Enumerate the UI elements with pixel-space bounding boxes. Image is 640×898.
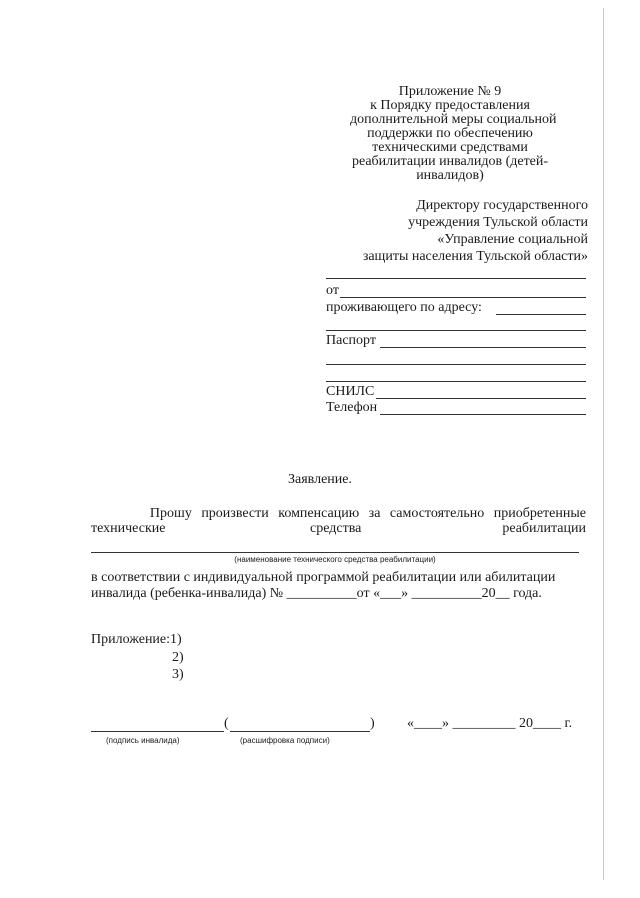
- attachment-item: 2): [172, 650, 184, 665]
- basis-line-2: инвалида (ребенка-инвалида) № __________от «___» __________20__ года.: [91, 586, 542, 601]
- appendix-line: дополнительной меры социальной: [350, 112, 557, 127]
- signature-date: «____» _________ 20____ г.: [407, 716, 573, 731]
- phone-field[interactable]: [326, 400, 586, 416]
- rehab-item-input-line[interactable]: [91, 552, 579, 553]
- appendix-line: техническими средствами: [372, 140, 528, 155]
- appendix-line: к Порядку предоставления: [370, 98, 530, 113]
- address-label: проживающего по адресу:: [326, 300, 482, 315]
- address-continuation-line[interactable]: [326, 330, 586, 331]
- appendix-line: инвалидов): [416, 168, 484, 183]
- signature-decoding-line[interactable]: [230, 731, 370, 732]
- appendix-line: реабилитации инвалидов (детей-: [351, 154, 549, 169]
- signature-caption: (подпись инвалида): [106, 736, 180, 745]
- open-paren-glyph: (: [224, 716, 229, 731]
- request-word-technical: технические: [91, 521, 166, 536]
- basis-line-1: в соответствии с индивидуальной программой реабилитации или абилитации: [91, 570, 556, 585]
- from-field[interactable]: [326, 283, 586, 299]
- from-label: от: [326, 283, 339, 298]
- rehab-item-caption: (наименование технического средства реабилитации): [234, 555, 436, 564]
- attachments-label: Приложение:1): [91, 632, 182, 647]
- address-field[interactable]: [326, 300, 586, 316]
- appendix-line: поддержки по обеспечению: [367, 126, 533, 141]
- passport-label: Паспорт: [326, 333, 376, 348]
- signature-line[interactable]: [91, 731, 224, 732]
- snils-field[interactable]: [326, 384, 586, 400]
- snils-label: СНИЛС: [326, 384, 375, 399]
- addressee-line: защиты населения Тульской области»: [362, 249, 588, 264]
- addressee-line: «Управление социальной: [437, 232, 588, 247]
- request-line: Прошу произвести компенсацию за самостоятельно приобретенные: [149, 506, 586, 521]
- page-edge-line: [603, 8, 604, 880]
- request-word-rehabilitation: реабилитации: [502, 521, 586, 536]
- passport-field[interactable]: [326, 333, 586, 349]
- statement-title: Заявление.: [288, 472, 352, 487]
- close-paren-glyph: ): [370, 716, 375, 731]
- passport-continuation-line[interactable]: [326, 364, 586, 365]
- addressee-line: учреждения Тульской области: [408, 215, 588, 230]
- appendix-number: Приложение № 9: [398, 84, 502, 99]
- passport-continuation-line[interactable]: [326, 381, 586, 382]
- phone-label: Телефон: [326, 400, 378, 415]
- addressee-line: Директору государственного: [416, 198, 588, 213]
- signature-decoding-caption: (расшифровка подписи): [240, 736, 330, 745]
- attachment-item: 3): [172, 667, 184, 682]
- request-word-means: средства: [310, 521, 362, 536]
- blank-line[interactable]: [326, 278, 586, 279]
